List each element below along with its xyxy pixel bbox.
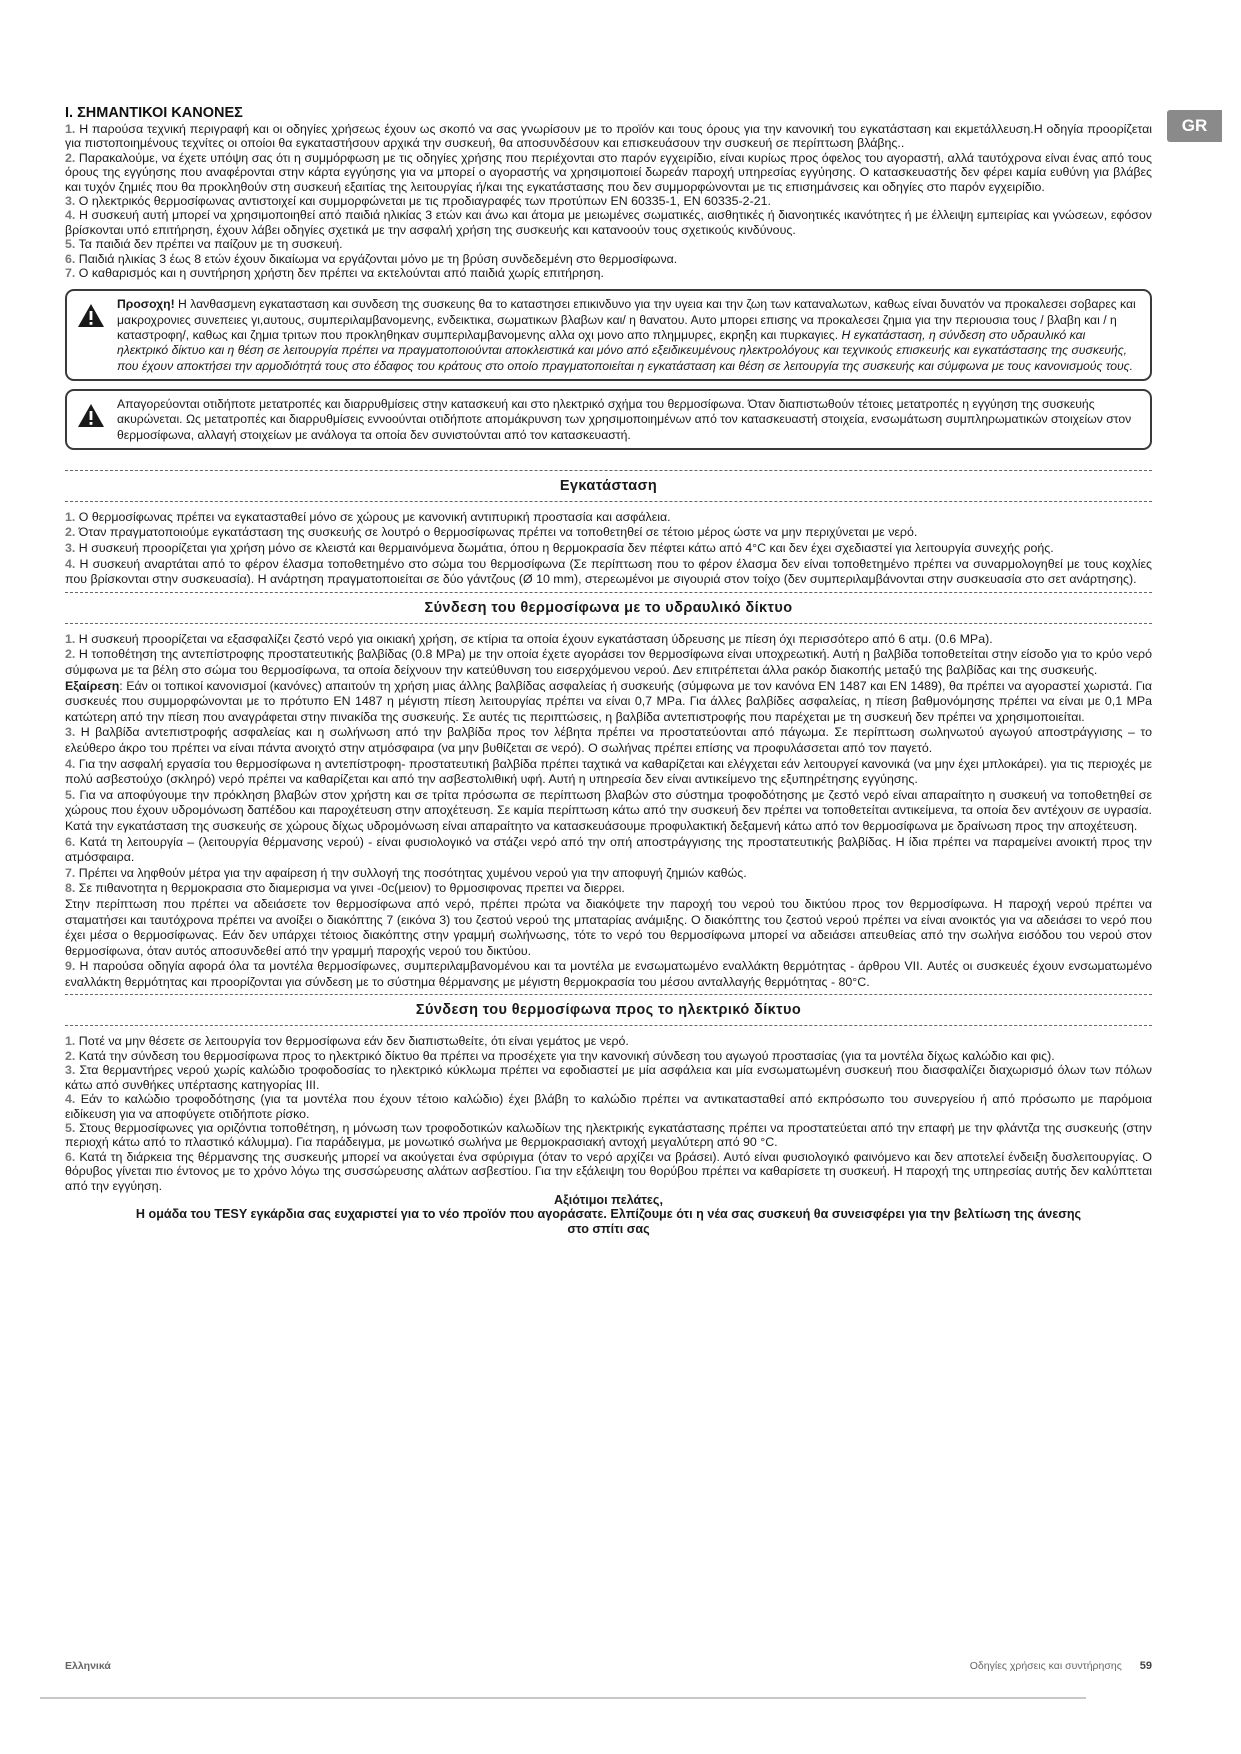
item-text: Κατά τη διάρκεια της θέρμανσης της συσκευής μπορεί να ακούγεται ένα σφύριγμα (όταν το νερό αρχίζει να βράσει). Αυτό είναι φυσιολογικό φαινόμενο και δεν αποτελεί ένδειξη δυσλειτουργίας. Ο θόρυβος γίνεται πιο έντονος με το χρόνο λόγω της συσσώρευσης αλάτων ασβεστίου. Για την εξάλειψη του θορύβου πρέπει να καθαρίσετε τη συσκευή. Η παροχή της υπηρεσίας αυτής δεν καλύπτεται από την εγγύηση. (65, 1149, 1153, 1193)
list-item (65, 1049, 1152, 1063)
item-number: 8. (65, 881, 76, 896)
item-text: Τα παιδιά δεν πρέπει να παίζουν με τη συσκευή. (78, 237, 343, 252)
install-heading: Εγκατάσταση (559, 477, 658, 494)
item-number: 3. (65, 725, 76, 740)
electric-heading: Σύνδεση του θερμοσίφωνα προς το ηλεκτρικό δίκτυο (415, 1002, 802, 1019)
item-number: 4. (65, 756, 76, 771)
item-number: 2. (65, 647, 76, 662)
warning-box-installation (65, 289, 1152, 380)
list-item (65, 237, 1152, 251)
item-text: Σε πιθανοτητα η θερμοκρασια στο διαμερισμα να γινει -0c(μειον) το θρμοσιφονας πρεπει να διερρει. (78, 881, 625, 896)
item-number: 1. (65, 631, 76, 646)
item-text: Πρέπει να ληφθούν μέτρα για την αφαίρεση ή την συλλογή της ποσότητας χυμένου νερού για την αποφυγή ζημιών καθώς. (78, 865, 747, 880)
item-text: Η συσκευή προορίζεται για χρήση μόνο σε κλειστά και θερμαινόμενα δωμάτια, όπου η θερμοκρασία δεν πέφτει κάτω από 4°C και δεν έχει σχεδιαστεί για λειτουργία συνεχής ροής. (78, 541, 1054, 556)
item-number: Εξαίρεση (65, 678, 120, 693)
item-number: 2. (65, 150, 76, 165)
item-text: Η παρούσα οδηγία αφορά όλα τα μοντέλα θερμοσίφωνες, συμπεριλαμβανομένου και τα μοντέλα με ενσωματωμένο εναλλάκτη θερμότητας - άρθρου VII. Αυτές οι συσκευές έχουν ενσωματωμένο εναλλάκτη θερμότητας και προορίζονται για σύνδεση με το σύστημα θέρμανσης με μέγιστη θερμοκρασία του μέσου ανταλλαγής θερμότητας - 80°C. (65, 959, 1152, 989)
language-tab: GR (1167, 110, 1222, 142)
warning-body: Η λανθασμενη εγκατασταση και συνδεση της συσκευης θα το καταστησει επικινδυνο για την υγεια και την ζωη των καταναλωτων, καθως είναι δυνατόν να προκαλεσει σοβαρες και μακροχρονιες συνεπειες γι,αυτους, συμπεριλαμβανομενης, ενδεικτικα, σωματικων βλαβων και/ η θανατου. Αυτο μπορει επισης να προκαλεσει ζημια για την περιουσια τους / βλαβη και / η καταστροφη/, καθως και ζημια τριτων που προκληθηκαν συμπεριλαμβανομενης αλλα οχι μονο απο πλημμυρες, εκρηξη και πυρκαγιες. (117, 297, 1136, 343)
item-text: Ο ηλεκτρικός θερμοσίφωνας αντιστοιχεί και συμμορφώνεται με τις προδιαγραφές των προτύπων EN 60335-1, EN 60335-2-21. (78, 194, 771, 209)
item-text: Η τοποθέτηση της αντεπίστροφης προστατευτικής βαλβίδας (0.8 MPa) με την οποία έχετε αγοράσει τον θερμοσίφωνα είναι υποχρεωτική. Αυτή η βαλβίδα τοποθετείται στην είσοδο για το κρύο νερό σύμφωνα με τα βέλη στο σώμα του θερμοσίφωνα, τα οποία δείχνουν την κατεύθυνση του εισερχόμενου νερού. Δεν επιτρέπεται άλλα ρακόρ διακοπής μεταξύ της βαλβίδας και της συσκευής. (65, 647, 1152, 677)
list-item (65, 1092, 1152, 1121)
list-item (65, 959, 1152, 990)
item-text: Κατά την σύνδεση του θερμοσίφωνα προς το ηλεκτρικό δίκτυο θα πρέπει να προσέχετε για την κανονική σύνδεση του αγωγού προστασίας (για τα μοντέλα δίχως καλώδιο και φις). (78, 1048, 1055, 1063)
list-item (65, 757, 1152, 788)
item-text: Κατά τη λειτουργία – (λειτουργία θέρμανσης νερού) - είναι φυσιολογικό να στάζει νερό από την οπή αποστράγγισης της προστατευτικής βαλβίδας. Η ίδια πρέπει να παραμείνει ανοικτή προς την ατμόσφαιρα. (65, 834, 1152, 865)
item-number: 2. (65, 1048, 76, 1063)
item-number: 3. (65, 194, 76, 209)
item-number: 6. (65, 834, 76, 849)
footer-doc-info (970, 1660, 1152, 1672)
water-list (65, 632, 1152, 991)
item-number: 5. (65, 237, 76, 252)
warning-text (117, 297, 1136, 373)
water-heading: Σύνδεση του θερμοσίφωνα με το υδραυλικό δίκτυο (424, 599, 793, 616)
list-item (65, 1063, 1152, 1092)
item-number: 4. (65, 208, 76, 223)
item-text: Ποτέ να μην θέσετε σε λειτουργία τον θερμοσίφωνα εάν δεν διαπιστωθείτε, ότι είναι γεμάτος με νερό. (78, 1034, 629, 1049)
bottom-rule (40, 1697, 1086, 1699)
warning-text: Απαγορεύονται οτιδήποτε μετατροπές και διαρρυθμίσεις στην κατασκευή και στο ηλεκτρικό σχήμα του θερμοσίφωνα. Όταν διαπιστωθούν τέτοιες μετατροπές η εγγύηση της συσκευής ακυρώνεται. Ως μετατροπές και διαρρυθμίσεις εννοούνται οτιδήποτε απομάκρυνση των χρησιμοποιημένων από τον κατασκευαστή στοιχεία, ενσωμάτωση συμπληρωματικών στοιχείων στον θερμοσίφωνα, αλλαγή στοιχείων με ανάλογα τα οποία δεν συνιστούνται από τον κατασκευαστή. (117, 396, 1132, 442)
item-number: 6. (65, 251, 76, 266)
item-text: Η παρούσα τεχνική περιγραφή και οι οδηγίες χρήσεως έχουν ως σκοπό να σας γνωρίσουν με το προϊόν και τους όρους για την κανονική του εγκατάσταση και εκμετάλλευση.Η οδηγία προορίζεται για πιστοποιημένους τεχνίτες οι οποίοι θα εγκαταστήσουν αρχικά την συσκευή, θα αποσυνδέσουν και επισκευάσουν την συσκευή σε περίπτωση βλάβης.. (65, 122, 1152, 151)
item-text: Ο θερμοσίφωνας πρέπει να εγκατασταθεί μόνο σε χώρους με κανονική αντιπυρική προστασία και ασφάλεια. (78, 509, 671, 524)
item-text: Παιδιά ηλικίας 3 έως 8 ετών έχουν δικαίωμα να εργάζονται μόνο με τη βρύση συνδεδεμένη στο θερμοσίφωνα. (78, 251, 678, 266)
list-item (65, 647, 1152, 678)
list-item (65, 1034, 1152, 1048)
list-item (65, 122, 1152, 151)
closing-greeting: Αξιότιμοι πελάτες, (554, 1192, 663, 1207)
page-content (65, 105, 1152, 1236)
item-text: Η συσκευή προορίζεται να εξασφαλίζει ζεστό νερό για οικιακή χρήση, σε κτίρια τα οποία έχουν εγκατάσταση ύδρευσης με πίεση όχι περισσότερο από 6 ατμ. (0.6 MPa). (78, 631, 993, 646)
item-number: 5. (65, 787, 76, 802)
item-text: Όταν πραγματοποιούμε εγκατάσταση της συσκευής σε λουτρό ο θερμοσίφωνας πρέπει να τοποθετηθεί σε τέτοιο μέρος ώστε να μην περιχύνεται με νερό. (78, 525, 918, 540)
item-number: 1. (65, 1034, 76, 1049)
warning-box-modifications (65, 389, 1152, 450)
list-item (65, 835, 1152, 866)
item-number: 6. (65, 1149, 76, 1164)
item-text: Στους θερμοσίφωνες για οριζόντια τοποθέτηση, η μόνωση των τροφοδοτικών καλωδίων της ηλεκτρικής εγκατάστασης πρέπει να προστατεύεται από την επαφή με την φλάντζα της συσκευής (στην περιοχή κάτω από το πλαστικό κάλυμμα). Για παράδειγμα, με μονωτικό σωλήνα με θερμοκρασιακή αντοχή μεγαλύτερη από 90 °C. (65, 1120, 1152, 1150)
list-item (65, 525, 1152, 541)
item-number: 4. (65, 1092, 76, 1107)
item-number: 9. (65, 959, 76, 974)
item-text: Παρακαλούμε, να έχετε υπόψη σας ότι η συμμόρφωση με τις οδηγίες χρήσης που περιέχονται στο παρόν εγχειρίδιο, είναι κυρίως προς όφελος του αγοραστή, αλλά ταυτόχρονα είναι ένας από τους όρους της εγγύησης που αναφέρονται στην κάρτα εγγύησης για να μπορεί ο αγοραστής να χρησιμοποιεί δωρεάν παροχή υπηρεσίας εγγύησης. Ο κατασκευαστής δεν φέρει καμία ευθύνη για βλάβες και τυχόν ζημιές που θα προκληθούν στη συσκευή εξαιτίας της λειτουργίας ή/και της εγκατάστασης που δεν συμμορφώνονται με τις επισημάνσεις και οδηγίες στο παρόν εγχειρίδιο. (65, 150, 1152, 194)
item-text: Ο καθαρισμός και η συντήρηση χρήστη δεν πρέπει να εκτελούνται από παιδιά χωρίς επιτήρηση. (78, 266, 604, 281)
list-item (65, 725, 1152, 756)
important-rules-list (65, 122, 1152, 280)
warning-italic-note: Η εγκατάσταση, η σύνδεση στο υδραυλικό και ηλεκτρικό δίκτυο και η θέση σε λειτουργία πρέπει να πραγματοποιούνται αποκλειστικά και μόνο από εξειδικευμένους ηλεκτρολόγους και τεχνικούς επισκευής και εγκατάστασης της συσκευής, που έχουν αποκτήσει την αρμοδιότητά τους στο έδαφος του κράτους στο οποίο πραγματοποιείται η εγκατάσταση και θέση σε λειτουργία της συσκευής και σύμφωνα με τους κανονισμούς τους. (117, 328, 1133, 373)
section-title: I. ΣΗΜΑΝΤΙΚΟΙ ΚΑΝΟΝΕΣ (65, 105, 243, 121)
item-text: Για να αποφύγουμε την πρόκληση βλαβών στον χρήστη και σε τρίτα πρόσωπα σε περίπτωση βλαβών στο σύστημα τροφοδότησης με ζεστό νερό είναι απαραίτητο η συσκευή να τοποθετηθεί σε χώρους που έχουν υδρομόνωση δαπέδου και παροχέτευση στην αποχέτευση. Σε καμία περίπτωση κάτω από την συσκευή δεν πρέπει να τοποθετείται αντικείμενα, τα οποία δεν αντέχουν σε υγρασία. Κατά την εγκατάσταση της συσκευής σε χώρους δίχως υδρομόνωση είναι απαραίτητο να κατασκευάσουμε προφυλακτική δεξαμενή κάτω από τον θερμοσίφωνα με δραίνωση προς την αποχέτευση. (65, 787, 1152, 833)
item-text: Για την ασφαλή εργασία του θερμοσίφωνα η αντεπίστροφη- προστατευτική βαλβίδα πρέπει ταχτικά να καθαρίζεται και ελέγχεται εάν λειτουργεί κανονικά (να μην έχει μπλοκάρει). για τις περιοχές με πολύ ασβεστούχο (σκληρό) νερό πρέπει να καθαρίζεται και από την ασβεστολιθική υφή. Αυτή η υπηρεσία δεν είναι αντικείμενο της εξυπηρέτησης εγγύησης. (65, 756, 1152, 787)
item-number: 7. (65, 266, 76, 281)
list-item (65, 679, 1152, 726)
list-item (65, 151, 1152, 194)
list-item (65, 1121, 1152, 1150)
list-item (65, 510, 1152, 526)
item-number: 2. (65, 525, 76, 540)
item-number: 3. (65, 541, 76, 556)
footer-doc-title: Οδηγίες χρήσεις και συντήρησης (969, 1660, 1122, 1672)
item-number: 4. (65, 556, 76, 571)
list-item (65, 1150, 1152, 1193)
item-text: Εάν το καλώδιο τροφοδότησης (για τα μοντέλα που έχουν τέτοιο καλώδιο) έχει βλάβη το καλώδιο πρέπει να αντικατασταθεί από εκπρόσωπο του συνεργείου ή από πρόσωπο με παρόμοια ειδίκευση για να αποφύγετε οτιδήποτε ρίσκο. (65, 1092, 1152, 1121)
list-item (65, 266, 1152, 280)
item-number: 1. (65, 509, 76, 524)
item-number: 1. (65, 122, 76, 136)
list-item (65, 557, 1152, 588)
list-item (65, 194, 1152, 208)
item-text: Η βαλβίδα αντεπιστροφής ασφαλείας και η σωλήνωση από την βαλβίδα προς τον λέβητα πρέπει να προστατεύονται από πάγωμα. Σε περίπτωση σωληνωτού αγωγού αποστράγγισης – το ελεύθερο άκρο του πρέπει να είναι πάντα ανοιχτό στην ατμόσφαιρα (να μην βυθίζεται σε νερό). Ο σωλήνας πρέπει επίσης να προφυλάσσεται από τον παγετό. (65, 725, 1152, 755)
item-text: : Εάν οι τοπικοί κανονισμοί (κανόνες) απαιτούν τη χρήση μιας άλλης βαλβίδας ασφαλείας ή συσκευής (σύμφωνα με τον κανόνα EN 1487 και EN 1489), θα πρέπει να αγοραστεί χωριστά. Για συσκευές που συμμορφώνονται με το πρότυπο EN 1487 η μέγιστη πίεση λειτουργίας πρέπει να είναι 0,7 MPa. Για άλλες βαλβίδες ασφαλείας, η πίεση βαθμονόμησης πρέπει να είναι με 0,1 MPa κατώτερη από την πίεση που αναγράφεται στην πινακίδα της συσκευής. Σε αυτές τις περιπτώσεις, η βαλβίδα αντεπιστροφής που παρέχεται με τη συσκευή δεν πρέπει να χρησιμοποιείται. (65, 678, 1152, 724)
item-text: Η συσκευή αναρτάται από το φέρον έλασμα τοποθετημένο στο σώμα του θερμοσίφωνα (Σε περίπτωση που το φέρον έλασμα δεν είναι τοποθετημένο πρέπει να συναρμολογηθεί με τους κοχλίες που βρίσκονται στην συσκευασία). Η ανάρτηση πραγματοποιείται σε δύο γάντζους (Ø 10 mm), στερεωμένοι με σιγουριά στον τοίχο (δεν συμπεριλαμβάνονται στην συσκευασία στο σετ ανάρτησης). (65, 556, 1152, 587)
warning-label: Προσοχη! (117, 297, 175, 312)
item-text: Η συσκευή αυτή μπορεί να χρησιμοποιηθεί από παιδιά ηλικίας 3 ετών και άνω και άτομα με μειωμένες σωματικές, αισθητικές ή διανοητικές ικανότητες ή με έλλειψη εμπειρίας και γνώσεων, εφόσον βρίσκονται υπό επιτήρηση, έχουν λάβει οδηγίες σχετικά με την ασφαλή χρήση της συσκευής και κατανοούν τους σχετικούς κινδύνους. (65, 208, 1152, 237)
item-text: Στα θερμαντήρες νερού χωρίς καλώδιο τροφοδοσίας το ηλεκτρικό κύκλωμα πρέπει να εφοδιαστεί με μία ασφάλεια και μία ενσωματωμένη συσκευή που διασφαλίζει διαχωρισμό όλων των πόλων κάτω από συνθήκες υπέρτασης κατηγορίας III. (65, 1063, 1152, 1092)
list-item (65, 897, 1152, 959)
install-list (65, 510, 1152, 588)
closing-thanks: Η ομάδα του TESY εγκάρδια σας ευχαριστεί για το νέο προϊόν που αγοράσατε. Ελπίζουμε ότι η νέα σας συσκευή θα συνεισφέρει για την βελτίωση της άνεσης (135, 1207, 1082, 1222)
electric-list (65, 1034, 1152, 1192)
page-footer (65, 1660, 1152, 1680)
warning-triangle-icon (77, 403, 105, 428)
item-number: 3. (65, 1063, 76, 1078)
list-item (65, 881, 1152, 897)
footer-language: Ελληνικά (65, 1660, 111, 1672)
page-number: 59 (1139, 1660, 1152, 1672)
item-text: Στην περίπτωση που πρέπει να αδειάσετε τον θερμοσίφωνα από νερό, πρέπει πρώτα να διακόψετε την παροχή του νερού του δικτύου προς τον θερμοσίφωνα. Η παροχή νερού πρέπει να σταματήσει και ταυτόχρονα πρέπει να ανοίξει ο διακόπτης 7 (εικόνα 3) του ζεστού νερού της μπαταρίας ανάμιξης. Ο διακόπτης του ζεστού νερού πρέπει να είναι ανοικτός για να αδειάσει το νερό που έχει μέσα ο θερμοσίφωνας. Εάν δεν υπάρχει τέτοιος διακόπτης στην γραμμή σωλήνωσης, τότε το νερό του θερμοσίφωνα μπορεί να αδειάσει απευθείας από την σωλήνα εισόδου του νερού στον θερμοσίφωνα, όταν αυτός αποσυνδεθεί από την γραμμή παροχής νερού του δικτύου. (65, 896, 1152, 958)
list-item (65, 632, 1152, 648)
list-item (65, 252, 1152, 266)
list-item (65, 788, 1152, 835)
warning-triangle-icon (77, 303, 105, 328)
list-item (65, 208, 1152, 237)
item-number: 5. (65, 1120, 76, 1135)
closing-home: στο σπίτι σας (567, 1221, 650, 1236)
list-item (65, 866, 1152, 882)
list-item (65, 541, 1152, 557)
item-number: 7. (65, 865, 76, 880)
